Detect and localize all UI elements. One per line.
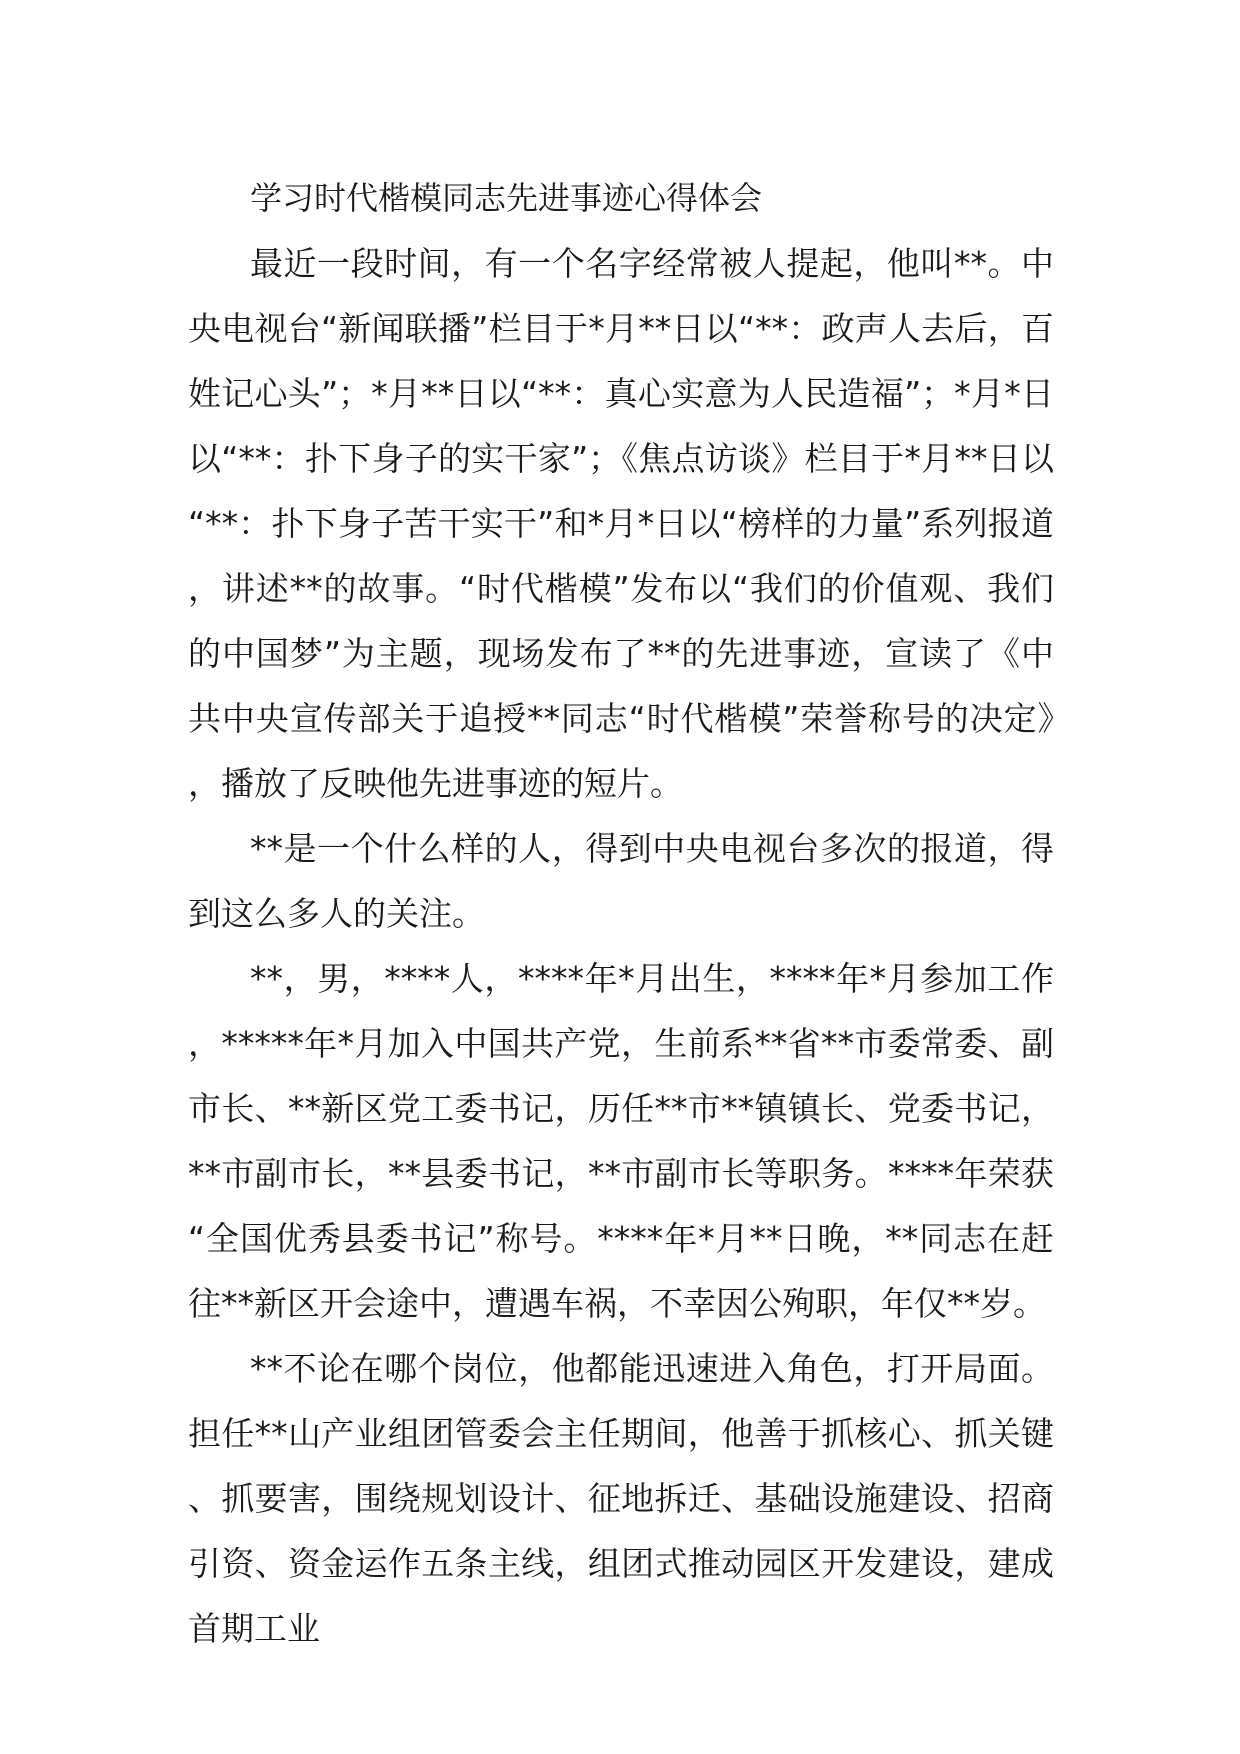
paragraph-career: **不论在哪个岗位，他都能迅速进入角色，打开局面。担任**山产业组团管委会主任期间，他善于抓核心、抓关键、抓要害，围绕规划设计、征地拆迁、基础设施建设、招商引资、资金运作五条主线，组团式推动园区开发建设，建成首期工业	[188, 1349, 1054, 1648]
paragraph-introduction: 最近一段时间，有一个名字经常被人提起，他叫**。中央电视台“新闻联播”栏目于*月**日以“**：政声人去后，百姓记心头”；*月**日以“**：真心实意为人民造福”；*月*日以“**：扑下身子的实干家”；《焦点访谈》栏目于*月**日以“**：扑下身子苦干实干”和*月*日以“榜样的力量”系列报道，讲述**的故事。“时代楷模”发布以“我们的价值观、我们的中国梦”为主题，现场发布了**的先进事迹，宣读了《中共中央宣传部关于追授**同志“时代楷模”荣誉称号的决定》，播放了反映他先进事迹的短片。	[188, 244, 1054, 803]
paragraph-question: **是一个什么样的人，得到中央电视台多次的报道，得到这么多人的关注。	[188, 829, 1054, 933]
document-title: 学习时代楷模同志先进事迹心得体会	[250, 179, 763, 217]
document-body	[188, 166, 1054, 1661]
paragraph-biography: **，男，****人，****年*月出生，****年*月参加工作，*****年*月加入中国共产党，生前系**省**市委常委、副市长、**新区党工委书记，历任**市**镇镇长、党委书记，**市副市长，**县委书记，**市副市长等职务。****年荣获“全国优秀县委书记”称号。****年*月**日晚，**同志在赶往**新区开会途中，遭遇车祸，不幸因公殉职，年仅**岁。	[188, 959, 1054, 1323]
